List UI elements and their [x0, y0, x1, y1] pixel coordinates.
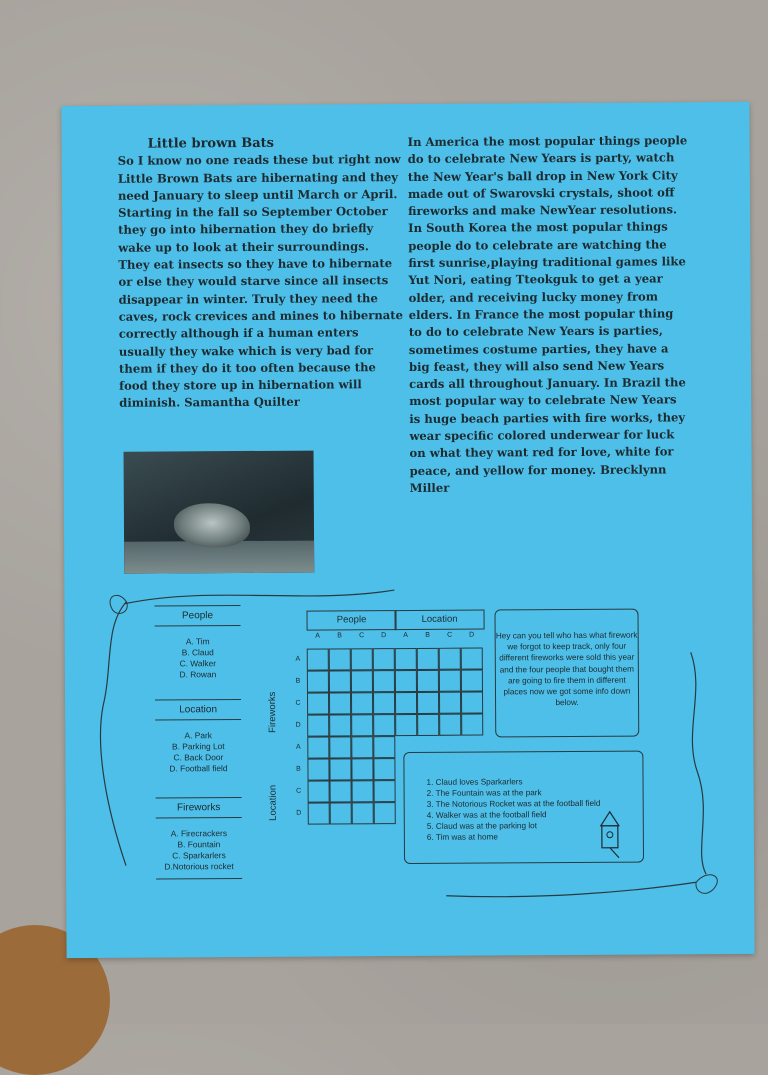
grid-cell[interactable] [351, 736, 373, 758]
grid-cell[interactable] [417, 692, 439, 714]
grid-cell[interactable] [307, 736, 329, 758]
grid-cell[interactable] [329, 670, 351, 692]
grid-cell[interactable] [307, 648, 329, 670]
grid-cell[interactable] [374, 802, 396, 824]
bats-article-body: So I know no one reads these but right now Little Brown Bats are hibernating and they need January to sleep until March or April. Starting in the fall so September October they go into hibernation they do briefly wake up to look at their surroundings. They eat insects so they have to hibernate or else they would starve since all insects disappear in winter. Truly they need the caves, rock crevices and mines to hibernate correctly although if a human enters usually they wake which is very bad for them if they do it too often because the food they store up in hibernation will diminish. Samantha Quilter [117, 152, 404, 411]
people-item: B. Claud [181, 647, 214, 658]
new-years-article-body: In America the most popular things people do to celebrate New Years is party, watch the New Year's ball drop in New York City made out of Swarovski crystals, shoot off fireworks and make NewYear resolutions. In South Korea the most popular things people do to celebrate are watching the first sunrise,playing traditional games like Yut Nori, eating Tteokguk to get a year older, and receiving lucky money from elders. In France the most popular thing to do to celebrate New Years is parties, sometimes costume parties, they have a big feast, they will also send New Years cards all throughout January. In Brazil the most popular way to celebrate New Years is huge beach parties with fire works, they wear specific colored underwear for luck on what they want red for love, white for peace, and yellow for money. Brecklynn Miller [407, 133, 688, 495]
grid-cell[interactable] [439, 692, 461, 714]
fireworks-category-title: Fireworks [156, 797, 242, 819]
grid-cell[interactable] [330, 780, 352, 802]
location-item: D. Football field [169, 763, 228, 774]
grid-cell[interactable] [439, 670, 461, 692]
fireworks-category [156, 797, 242, 880]
people-item: D. Rowan [179, 669, 217, 680]
grid-cell[interactable] [395, 670, 417, 692]
grid-cell[interactable] [395, 692, 417, 714]
grid-row-letter: C [296, 787, 302, 795]
grid-cell[interactable] [373, 670, 395, 692]
grid-column-letter: C [359, 632, 365, 640]
puzzle-intro-scroll [494, 609, 639, 738]
clue-item: 4. Walker was at the football field [426, 810, 547, 820]
grid-cell[interactable] [329, 736, 351, 758]
grid-cell[interactable] [330, 802, 352, 824]
grid-cell[interactable] [439, 648, 461, 670]
location-item: A. Park [184, 730, 213, 741]
grid-cell[interactable] [439, 714, 461, 736]
grid-cell[interactable] [417, 714, 439, 736]
grid-cell[interactable] [352, 780, 374, 802]
grid-column-letter: B [425, 631, 430, 639]
grid-cell[interactable] [307, 758, 329, 780]
grid-cell[interactable] [461, 714, 483, 736]
grid-header-location: Location [394, 610, 484, 631]
grid-cell[interactable] [461, 692, 483, 714]
photo-bat [174, 503, 250, 547]
location-item: C. Back Door [173, 752, 224, 763]
bats-article [118, 134, 405, 412]
location-item: B. Parking Lot [171, 741, 225, 752]
grid-row-letter: C [295, 699, 301, 707]
grid-cell[interactable] [417, 648, 439, 670]
fireworks-item: C. Sparkarlers [172, 850, 226, 861]
grid-cell[interactable] [461, 648, 483, 670]
people-item: C. Walker [179, 658, 217, 669]
clue-item: 1. Claud loves Sparkarlers [426, 777, 523, 787]
grid-cell[interactable] [351, 758, 373, 780]
clue-item: 2. The Fountain was at the park [426, 788, 542, 798]
grid-cell[interactable] [417, 670, 439, 692]
grid-row-letter: D [296, 809, 302, 817]
location-category-title: Location [155, 699, 241, 721]
grid-column-letter: C [447, 631, 453, 639]
grid-cell[interactable] [307, 670, 329, 692]
clue-item: 6. Tim was at home [426, 832, 498, 842]
grid-cell[interactable] [461, 670, 483, 692]
grid-cell[interactable] [373, 758, 395, 780]
grid-header-people: People [306, 610, 396, 631]
fireworks-item: B. Fountain [177, 839, 221, 850]
grid-column-letter: A [403, 632, 408, 640]
grid-cell[interactable] [395, 714, 417, 736]
new-years-article [408, 132, 690, 497]
grid-cell[interactable] [329, 648, 351, 670]
grid-cell[interactable] [308, 802, 330, 824]
grid-cell[interactable] [351, 692, 373, 714]
grid-row-letter: B [295, 677, 301, 685]
grid-side-fireworks: Fireworks [266, 691, 279, 733]
grid-column-letter: D [469, 631, 475, 639]
fireworks-item: D.Notorious rocket [164, 861, 234, 872]
clue-item: 3. The Notorious Rocket was at the football field [426, 798, 601, 809]
newsletter-page [61, 102, 754, 958]
grid-cell[interactable] [351, 648, 373, 670]
grid-side-location: Location [267, 784, 279, 821]
grid-cell[interactable] [373, 648, 395, 670]
grid-column-letter: D [381, 632, 387, 640]
clues-scroll [403, 751, 644, 864]
grid-cell[interactable] [351, 670, 373, 692]
bat-photo [124, 451, 315, 574]
grid-cell[interactable] [329, 758, 351, 780]
bats-article-title: Little brown Bats [147, 135, 275, 152]
clue-item: 5. Claud was at the parking lot [426, 821, 537, 831]
grid-column-letter: B [337, 632, 342, 640]
people-item: A. Tim [185, 636, 210, 647]
puzzle-intro-text: Hey can you tell who has what firework we forgot to keep track, only four different fireworks were sold this year and the four people that bought them are going to fire them in different places now we got some info down below. [495, 630, 638, 708]
grid-cell[interactable] [374, 780, 396, 802]
grid-row-letter: D [295, 721, 301, 729]
grid-row-letter: A [295, 743, 301, 751]
grid-row-letter: B [296, 765, 301, 773]
people-category [154, 605, 240, 687]
grid-cell[interactable] [373, 714, 395, 736]
grid-cell[interactable] [307, 692, 329, 714]
grid-cell[interactable] [352, 802, 374, 824]
location-category [155, 699, 241, 781]
grid-cell[interactable] [308, 780, 330, 802]
grid-cell[interactable] [373, 692, 395, 714]
grid-row-letter: A [295, 655, 301, 663]
grid-cell[interactable] [351, 714, 373, 736]
grid-cell[interactable] [329, 692, 351, 714]
grid-column-letter: A [315, 632, 320, 640]
grid-cell[interactable] [373, 736, 395, 758]
grid-cell[interactable] [395, 648, 417, 670]
fireworks-item: A. Firecrackers [170, 828, 228, 839]
people-category-title: People [154, 605, 240, 627]
grid-cell[interactable] [307, 714, 329, 736]
rocket-icon [595, 810, 625, 860]
grid-cell[interactable] [329, 714, 351, 736]
